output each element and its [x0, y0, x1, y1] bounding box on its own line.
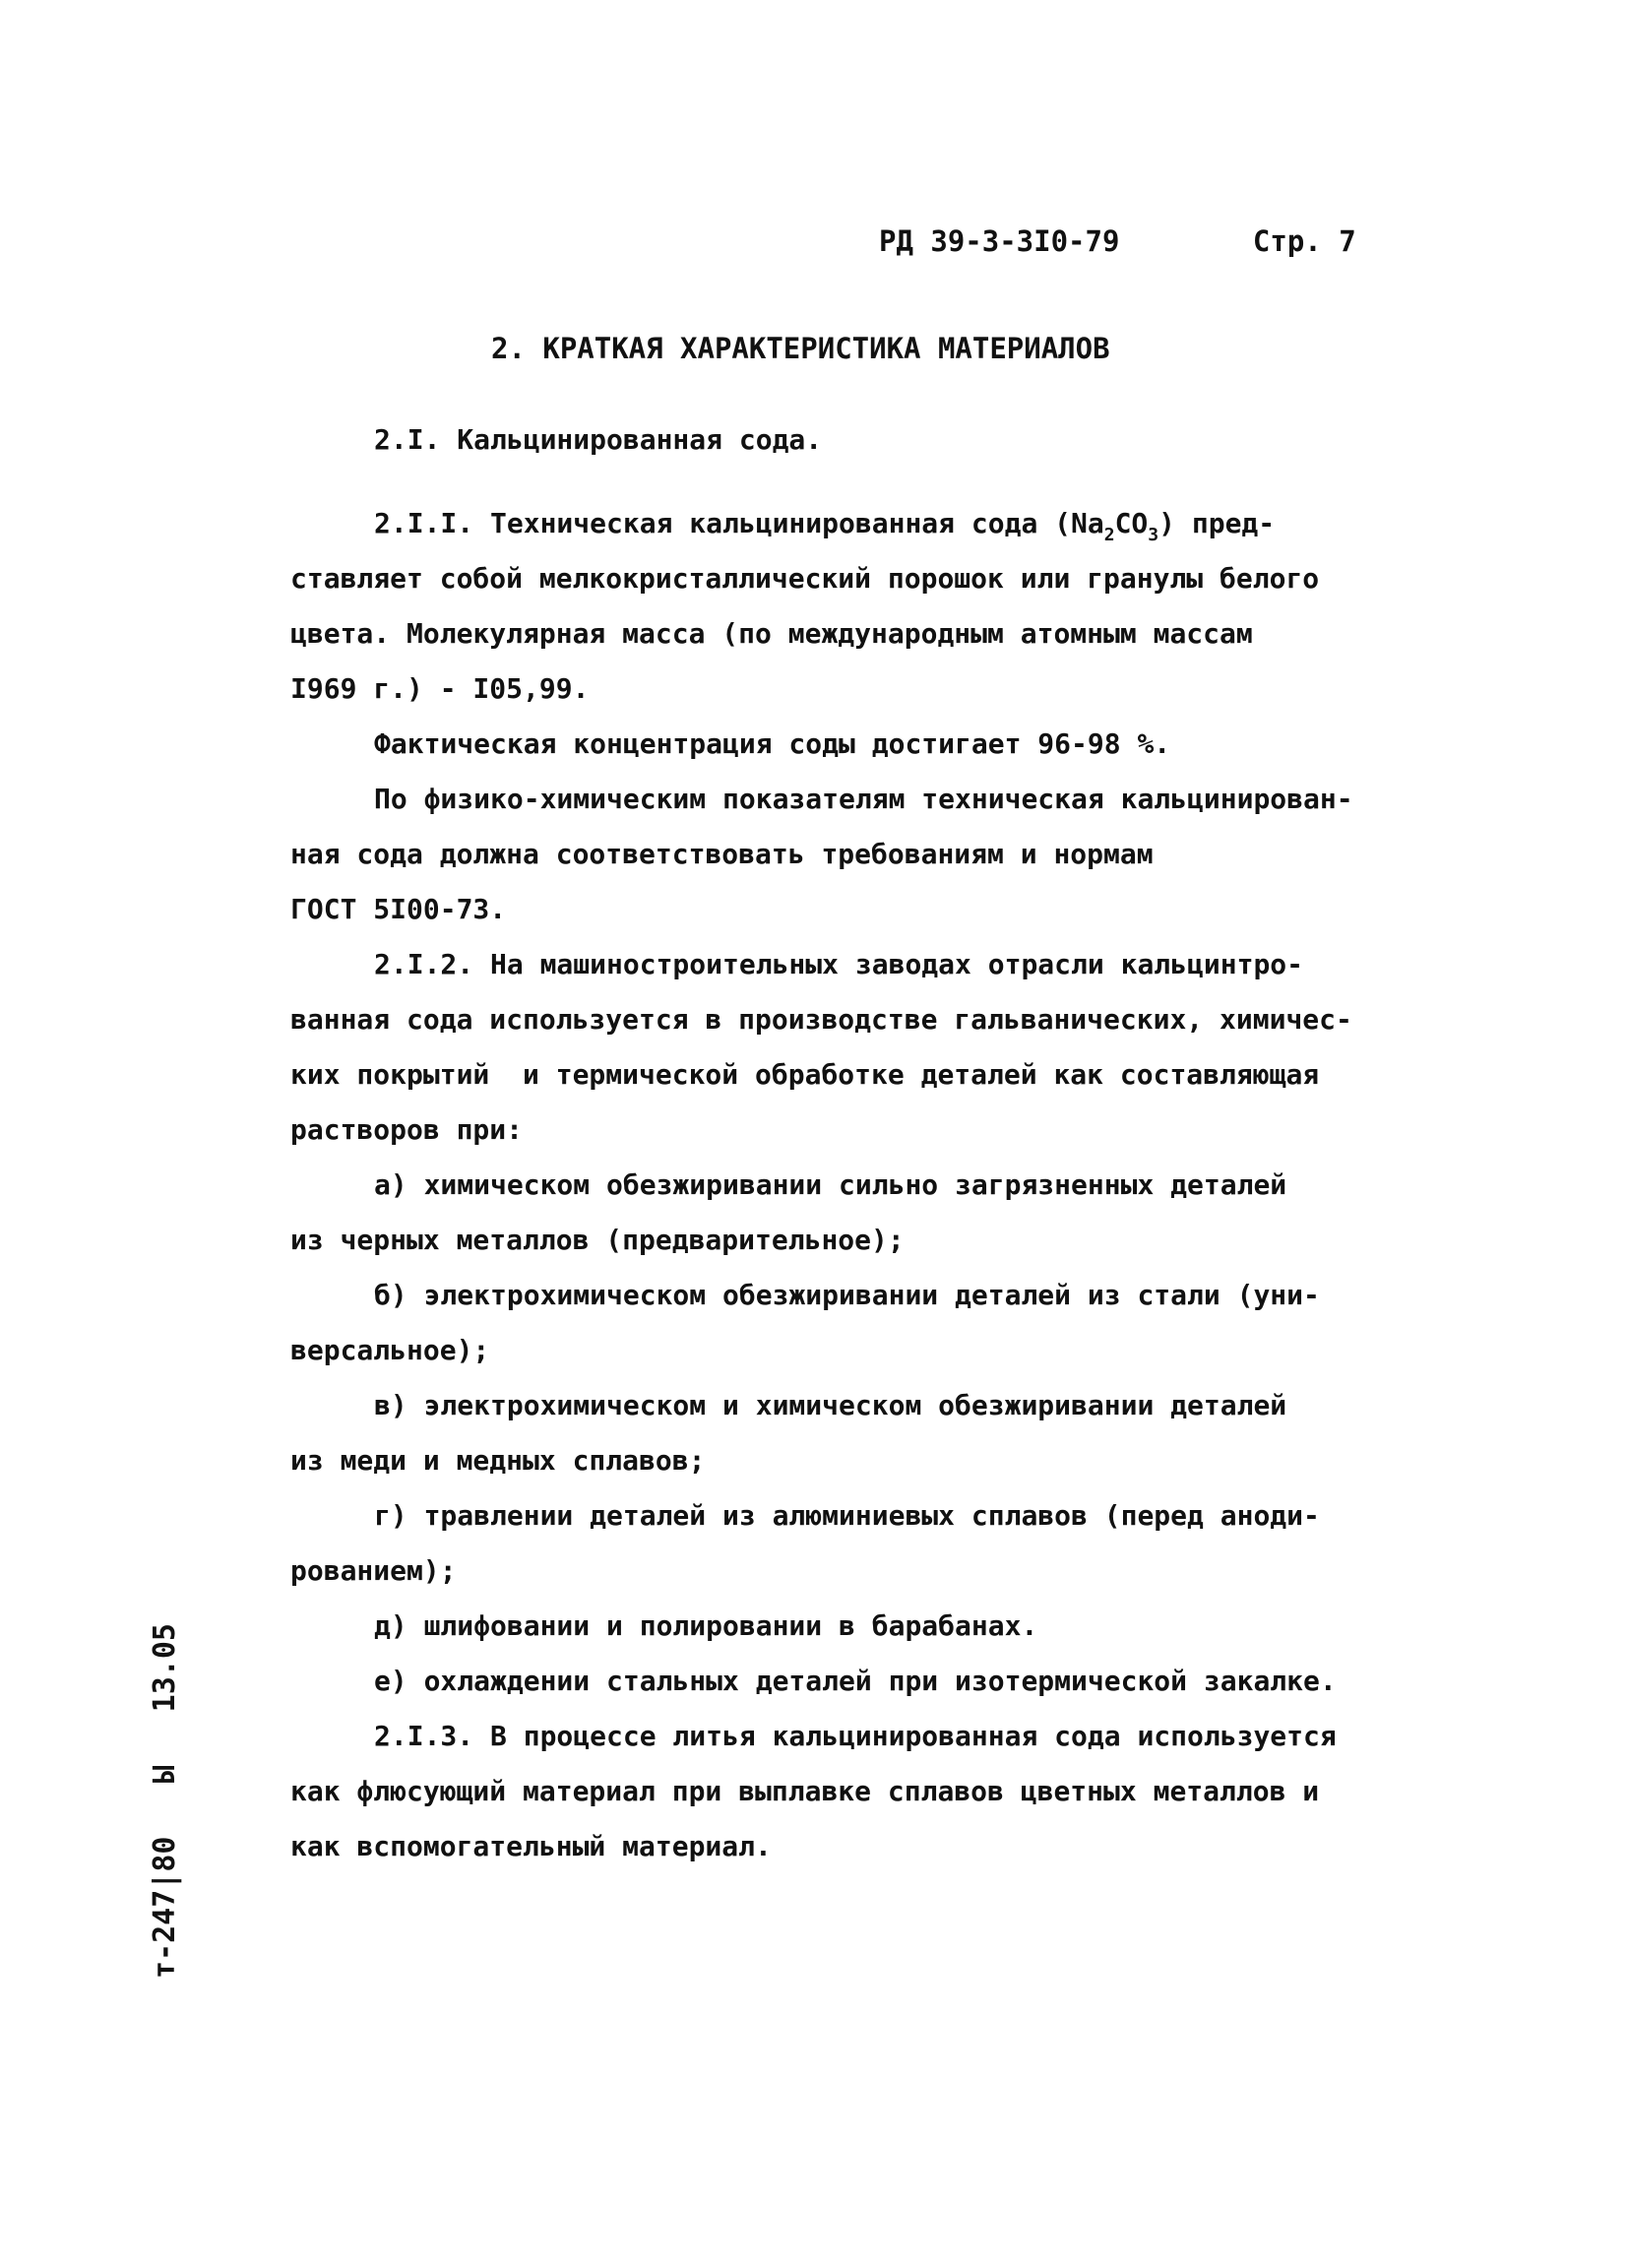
- paragraph-line: как вспомогательный материал.: [290, 1830, 772, 1862]
- list-item-continuation: из меди и медных сплавов;: [290, 1444, 706, 1477]
- list-item: в) электрохимическом и химическом обезжиривании деталей: [374, 1389, 1287, 1421]
- paragraph-line: ная сода должна соответствовать требованиям и нормам: [290, 838, 1154, 870]
- list-item: г) травлении деталей из алюминиевых сплавов (перед аноди-: [374, 1499, 1320, 1532]
- paragraph-line: цвета. Молекулярная масса (по международным атомным массам: [290, 617, 1253, 650]
- paragraph-line: ких покрытий и термической обработке деталей как составляющая: [290, 1058, 1320, 1091]
- margin-stamp: [148, 1588, 182, 1979]
- paragraph-line: По физико-химическим показателям техническая кальцинирован-: [374, 783, 1353, 815]
- paragraph-line: 2.I. Кальцинированная сода.: [374, 423, 823, 456]
- paragraph-line: 2.I.2. На машиностроительных заводах отрасли кальцинтро-: [374, 948, 1304, 980]
- paragraph-line: Фактическая концентрация соды достигает 96-98 %.: [374, 727, 1171, 760]
- paragraph-line: 2.I.3. В процессе литья кальцинированная сода используется: [374, 1720, 1337, 1752]
- list-item-continuation: из черных металлов (предварительное);: [290, 1224, 905, 1256]
- paragraph-line: 2.I.I. Техническая кальцинированная сода $(Na_2CO_3)$ пред-: [374, 507, 1276, 545]
- paragraph-line: ставляет собой мелкокристаллический порошок или гранулы белого: [290, 562, 1320, 595]
- stamp-code: т-247|80: [148, 1836, 182, 1979]
- stamp-initials: Ы: [148, 1765, 182, 1784]
- section-title: 2. КРАТКАЯ ХАРАКТЕРИСТИКА МАТЕРИАЛОВ: [491, 332, 1110, 365]
- page-header: [879, 224, 1356, 258]
- paragraph-line: I969 г.) - I05,99.: [290, 672, 590, 705]
- stamp-date: 13.05: [148, 1623, 182, 1713]
- list-item: е) охлаждении стальных деталей при изотермической закалке.: [374, 1665, 1337, 1697]
- list-item: а) химическом обезжиривании сильно загрязненных деталей: [374, 1168, 1287, 1201]
- list-item: д) шлифовании и полировании в барабанах.: [374, 1609, 1038, 1642]
- list-item-continuation: версальное);: [290, 1334, 490, 1366]
- doc-code: РД 39-3-3I0-79: [879, 224, 1120, 258]
- paragraph-line: растворов при:: [290, 1113, 524, 1146]
- list-item: б) электрохимическом обезжиривании деталей из стали (уни-: [374, 1279, 1320, 1311]
- paragraph-line: как флюсующий материал при выплавке сплавов цветных металлов и: [290, 1775, 1320, 1807]
- list-item-continuation: рованием);: [290, 1554, 457, 1587]
- paragraph-line: ГОСТ 5I00-73.: [290, 893, 507, 925]
- paragraph-line: ванная сода используется в производстве гальванических, химичес-: [290, 1003, 1352, 1036]
- page-number: Стр. 7: [1252, 224, 1356, 258]
